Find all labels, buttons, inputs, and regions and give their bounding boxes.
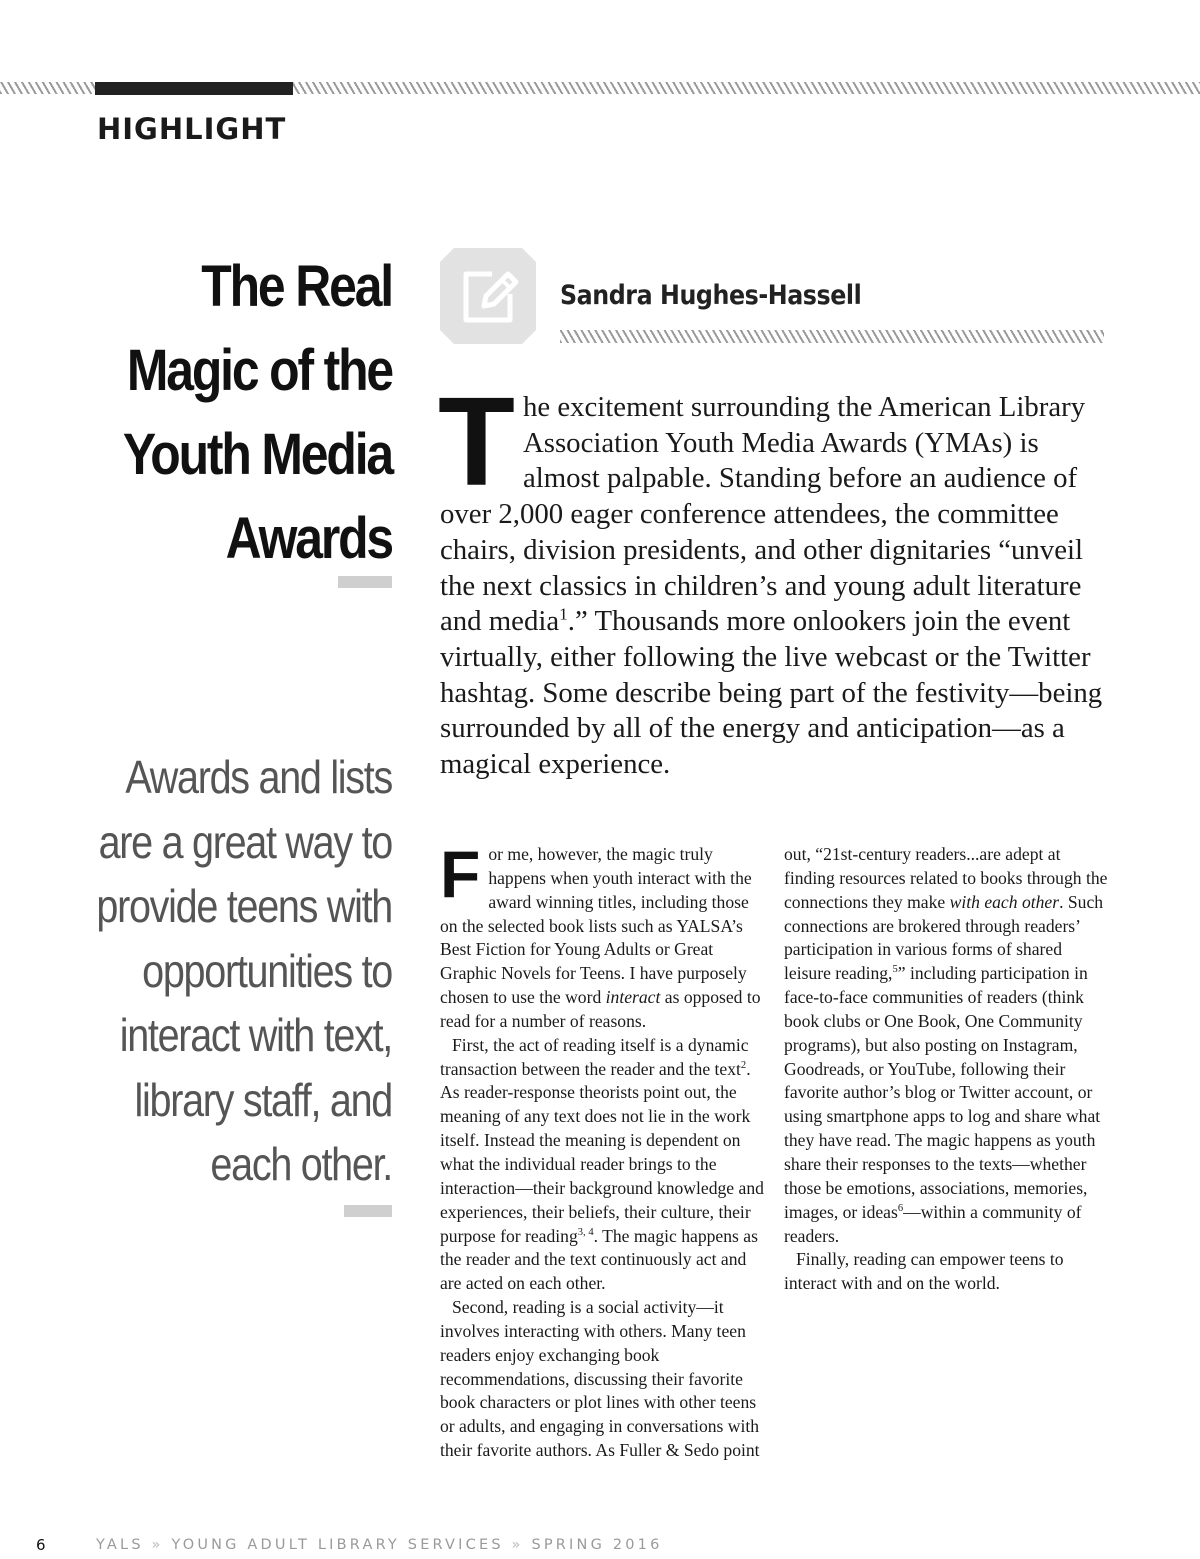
article-title: The Real Magic of the Youth Media Awards [122,254,393,571]
body-text: . The magic happens as the reader and the text continuously act and are acted on each other. [440,1225,758,1294]
section-label: HIGHLIGHT [97,112,287,146]
title-divider [338,576,392,588]
body-text: as opposed to read for a number of reasons. [440,987,761,1031]
body-paragraph [440,837,765,1034]
author-name: Sandra Hughes-Hassell [560,280,862,311]
footer-separator: » [151,1537,164,1553]
body-text: Second, reading is a social activity—it involves interacting with others. Many teen readers enjoy exchanging book recommendations, discussing their favorite book characters or plot lines with other teens or adults, and engaging in conversations with their favorite authors. As Fuller & Sedo point [440,1297,760,1461]
body-text: . Such connections are brokered through readers’ participation in various forms of shared leisure reading, [784,891,1104,984]
body-text: or me, however, the magic truly happens when youth interact with the award winning titles, including those on the selected book lists such as YALSA’s Best Fiction for Young Adults or Great Graphic Novels for Teens. I have purposely chosen to use the word [440,844,752,1008]
footer-journal: YALS [96,1537,144,1553]
emphasis: with each other [949,891,1060,912]
body-paragraph [440,1296,765,1463]
body-text: ” including participation in face-to-face communities of readers (think book clubs or One Book, One Community programs), but also posting on Instagram, Goodreads, or YouTube, following their favorite author’s blog or Twitter account, or using smartphone apps to log and share what they have read. The magic happens as youth share their responses to the texts—whether those be emotions, associations, memories, images, or ideas [784,963,1101,1222]
footnote-ref: 2 [740,1059,747,1071]
body-paragraph: Finally, reading can empower teens to interact with and on the world. [784,1249,1064,1294]
footnote-ref: 3, 4 [577,1226,594,1238]
body-column-right [784,843,1109,1296]
body-text: . As reader-response theorists point out, the meaning of any text does not lie in the work itself. Instead the meaning is dependent on what the individual reader brings to the interaction—their background knowledge and experiences, their beliefs, their culture, their purpose for reading [440,1058,764,1246]
footnote-ref: 5 [892,964,898,976]
pencil-edit-icon [440,248,536,344]
footer-publication: YOUNG ADULT LIBRARY SERVICES [171,1537,504,1553]
body-paragraph-continued: out, “21st-century readers...are adept at finding resources related to books through the connections they make with each other. Such connections are brokered through readers’ participation in various forms of shared leisure reading,$^5$” including participation in face-to-face communities of readers (think book clubs or One Book, One Community programs), but also posting on Instagram, Goodreads, or YouTube, following their favorite author’s blog or Twitter account, or using smartphone apps to log and share what they have read. The magic happens as youth share their responses to the texts—whether those be emotions, associations, memories, images, or ideas$^6$—within a community of readers. [784,844,1108,1246]
lead-text: .” Thousands more onlookers join the event virtually, either following the live webcast or the Twitter hashtag. Some describe being part of the festivity—being surrounded by all of the energy and anticipation—as a magical experience. [440,605,1103,781]
lead-text: he excitement surrounding the American Library Association Youth Media Awards (YMAs) is almost palpable. Standing before an audience of over 2,000 eager conference attendees, the committee chairs, division presidents, and other dignitaries “unveil the next classics in children’s and young adult literature and media [440,391,1086,638]
emphasis: interact [605,987,661,1008]
footnote-ref: 6 [897,1202,904,1214]
body-column-left [440,837,765,1463]
lead-paragraph [438,371,1110,783]
footer-separator: » [511,1537,524,1553]
body-text: First, the act of reading itself is a dynamic transaction between the reader and the text [440,1034,749,1079]
body-text: —within a community of readers. [784,1201,1082,1246]
body-paragraph [440,1034,765,1296]
page-number: 6 [36,1536,46,1554]
pull-quote-divider [344,1205,392,1217]
drop-cap: F [440,837,481,911]
author-hatch-rule [560,330,1104,343]
running-footer [96,1537,663,1553]
drop-cap: T [438,371,515,512]
pull-quote: Awards and lists are a great way to provide teens with opportunities to interact with text, library staff, and each other. [96,751,393,1190]
section-accent-bar [95,82,293,95]
footnote-ref: 1 [559,604,568,624]
footer-issue: SPRING 2016 [531,1537,663,1553]
